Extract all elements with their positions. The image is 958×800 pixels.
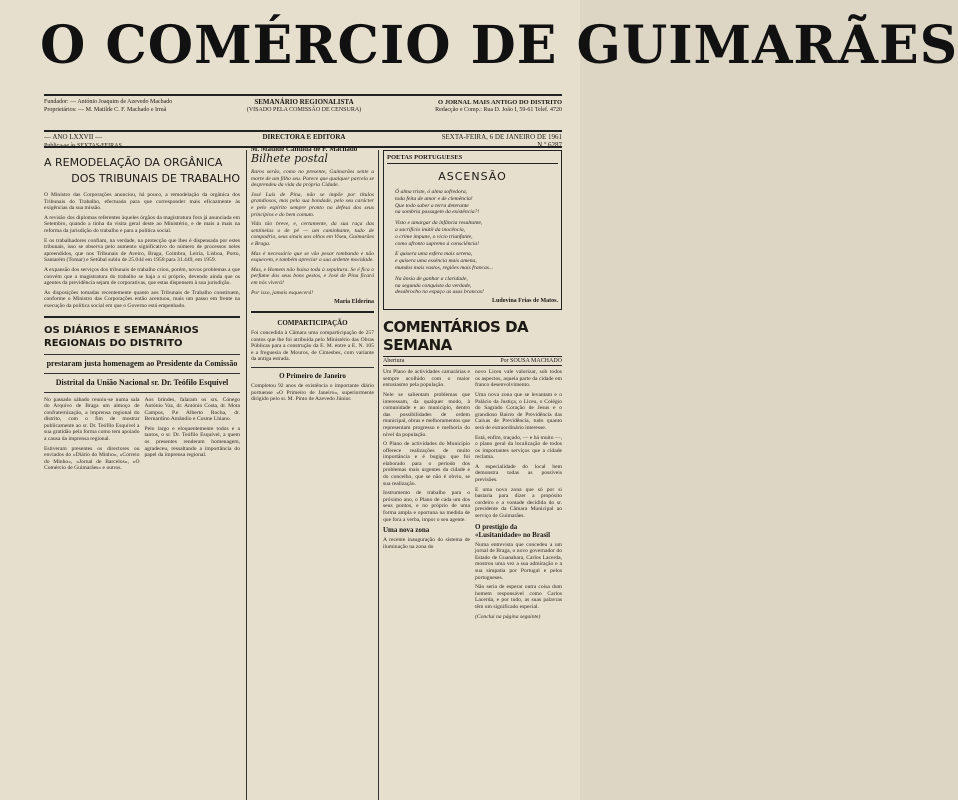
article-paragraph: No passado sábado reuniu-se numa sala do Arquivo de Braga um almoço de confraternização, a imprensa regional do distrito, com o fim de mostrar publicamente ao sr. Dr. Teófilo Esquível a sua gratidão pela forma como tem apoiado a causa da imprensa regional. xyxy=(44,396,140,443)
subheading-lusitanidade: O prestígio da «Lusitanidade» no Brasil xyxy=(475,522,551,539)
article-paragraph: Aos brindes, falaram os srs. Cónego António Vaz, dr. António Costa, dr. Mota Campos, P.e Alberto Rocha, dr. Bernardino Amândio e Cosme Lhiano. xyxy=(144,396,240,423)
article-paragraph: Nele se salientam problemas que interessam, da qualquer modo, à comunidade e ao município, dentro das possibilidades de ordem municipal, obras e melhoramentos que representam progresso e melhoria do nível da população. xyxy=(383,391,470,438)
weekly-label: SEMANÁRIO REGIONALISTA xyxy=(254,98,354,106)
poem-line: na sombria passagem da existência?! xyxy=(395,209,480,216)
article-paragraph: novo Liceu vale valorizar, sob todos os aspectos, aquela parte da cidade em franco desenvolvimento. xyxy=(475,369,562,389)
header-bar xyxy=(44,94,562,132)
article-paragraph: As disposições tomadas recentemente quanto aos Tribunais de Trabalho constituem, conforme o Ministro das Corporações então acentuou, mais um passo em frente na execução da política social em que o Governo está empenhado. xyxy=(44,289,240,309)
article-paragraph: Instrumento de trabalho para o próximo ano, o Plano de cada um dos seus pontos, e no próprio de uma forma ampla e oportuna na medida de que fora a verba, impor o seu agente. xyxy=(383,490,470,523)
poem-box xyxy=(383,150,562,310)
issue-number: N.º 6287 xyxy=(537,141,562,149)
divider xyxy=(44,373,240,374)
oldest-paper-label: O JORNAL MAIS ANTIGO DO DISTRITO xyxy=(438,99,562,106)
article-paragraph: Mas, e Homem não baixa toda à sepultura. Se é fica o perfume dos seus bons gestos, e José de Pina ficará em nós viverá! xyxy=(251,266,374,286)
article-paragraph: Pelo largo e eloquentemente todos e a tantos, o sr. Dr. Teófilo Esquível, a quem os presentes renderam homenagem, agradeceu, ressaltando a importância do papel da imprensa regional. xyxy=(144,425,240,459)
year-label xyxy=(44,133,214,150)
censorship-label: (VISADO PELA COMISSÃO DE CENSURA) xyxy=(246,106,362,113)
poem-box-label: POETAS PORTUGUESES xyxy=(387,154,558,164)
header-right xyxy=(384,99,562,114)
poem-author: Ludovina Frias de Matos. xyxy=(491,298,558,305)
two-column-article xyxy=(44,397,240,476)
subheadline-2: Distrital da União Nacional sr. Dr. Teófilo Esquível xyxy=(55,377,229,387)
poem-verses xyxy=(395,189,558,296)
poem-line: como afronto supremo à consciência! xyxy=(395,240,480,247)
publication-day: Publica-se às SEXTAS-FEIRAS xyxy=(44,143,122,149)
date-line xyxy=(384,133,562,149)
poem-line: a sacrifício inútil da inocência, xyxy=(395,226,466,233)
comentarios-byline xyxy=(383,356,562,366)
poem-line: E quisera uma esfera mais serena, xyxy=(395,251,473,258)
poem-line: na segunda conquista da verdade, xyxy=(395,282,472,289)
section-label: Abertura xyxy=(383,358,405,365)
poem-title: ASCENSÃO xyxy=(438,170,507,183)
article-paragraph: A recente inauguração do sistema de iluminação na zona do xyxy=(383,537,470,550)
poem-line: Visto e amargar da infância resultante, xyxy=(395,220,483,227)
article-paragraph: Estiveram presentes os directores ou enviados do «Diário do Minho», «Correio do Minho», «Jornal de Barcelos», «O Comércio de Guimarães» e outros. xyxy=(44,445,140,472)
headline-remodelacao-1: A REMODELAÇÃO DA ORGÂNICA xyxy=(44,156,223,169)
author-signature: Maria Elderina xyxy=(334,299,374,306)
article-paragraph: Foi concedida à Câmara uma comparticipação de 257 contos que lhe foi atribuída pelo Ministério das Obras Públicas para a construção da E. M. entre a E. N. 105 e a freguesia de Mouros, de Cimesbes, com variante da antiga estrada. xyxy=(251,330,374,363)
section-divider xyxy=(44,316,240,318)
address-line: Redacção e Comp.: Rua D. João I, 59-61 Telef. 4720 xyxy=(435,106,562,113)
article-paragraph: Uma nova zona que se levantam e o Palácio da Justiça, o Liceu, o Colégio do Sagrado Coração de Jesus e o grandioso Bairro de Previdência das Caixas de Previdência, tudo quanto será de extraordinário interesse. xyxy=(475,391,562,431)
column-middle xyxy=(246,150,374,800)
comentarios-title: COMENTÁRIOS DA SEMANA xyxy=(383,318,529,355)
headline-diarios: OS DIÁRIOS E SEMANÁRIOS REGIONAIS DO DISTRITO xyxy=(44,324,199,349)
section-divider xyxy=(251,311,374,313)
poem-line: toda feita de amor e de clemência! xyxy=(395,195,473,202)
article-paragraph: Por isso, jamais esquecerá! xyxy=(251,289,314,296)
article-paragraph: A especialidade do local bem demonstra todas as possíveis previsões. xyxy=(475,463,562,484)
comparticipacao-title: COMPARTICIPAÇÃO xyxy=(277,319,348,328)
column-right xyxy=(378,150,562,800)
divider xyxy=(44,392,240,393)
article-paragraph: Numa entrevista que concedeu a um jornal de Braga, o novo governador do Estado de Guanabara, Carlos Lacerda, mostrou uma vez a sua admiração e a sua simpatia por Portugal e pelos portugueses. xyxy=(475,541,562,581)
article-paragraph: Não seria de esperar outra coisa dum homem responsável como Carlos Lacerda, e por tudo, as suas palavras têm um significado especial. xyxy=(475,584,562,610)
article-paragraph: José Luís de Pina, não se impõe por títulos grandiosos, mas pela sua bondade, pelo seu carácter e pelo espírito sempre pronto na defesa dos seus princípios e do bem comum. xyxy=(251,191,374,218)
article-paragraph: E uma nova zona que só por si bastaria para dizer a propósito cordeiro e a vontade decidida do sr. presidente da Câmara Municipal ao serviço de Guimarães. xyxy=(475,486,562,520)
article-paragraph: A expansão dos serviços dos tribunais de trabalho criou, porém, novos problemas a que convém que a magistratura do trabalho se haja a si próprio, devendo ainda que os agentes da previdência sejam de corporativas, que estas dispensem à sua jurisdição. xyxy=(44,266,240,287)
article-paragraph: Um Plano de actividades camarárias e sempre acolhido com o maior entusiasmo pela população. xyxy=(383,369,470,389)
director-name: M. Matilde Cândida de F. Machado xyxy=(250,145,358,153)
article-paragraph: Vida tão breve, e, certamente, da sua raça das sentinelas o de pé — um caminhante, tudo de compadrio, seus sinais aos olhos em Viseu, Guimarães e Braga. xyxy=(251,221,374,247)
article-paragraph: E os trabalhadores confiam, na verdade, na protecção que lhes é dispensada por estes tribunais, isso se observa pelo aumento significativo do número de processos neles apreendidos, que nos Tribunais de Aveiro, Braga, Coimbra, Leiria, Lisboa, Porto, Santarém (Tomar) e Setúbal subiu de 25.044 em 1958 para 31.449, em 1959. xyxy=(44,237,240,264)
subheadline-1: prestaram justa homenagem ao Presidente da Comissão xyxy=(46,358,238,368)
article-paragraph: O Ministro das Corporações anunciou, há pouco, a remodelação da orgânica dos Tribunais do Trabalho, efectuada para que corresponder mais eficazmente às exigências da sua missão. xyxy=(44,192,240,212)
divider xyxy=(44,354,240,355)
article-paragraph: Está, enfim, traçado, — e há muito —, o plano geral da localização de todos os importantes serviços que a cidade reclama. xyxy=(475,434,562,461)
masthead-title: O COMÉRCIO DE GUIMARÃES xyxy=(40,15,958,76)
divider xyxy=(251,367,374,368)
year-value: — ANO LXXVII — xyxy=(44,133,103,141)
article-paragraph: Mas é necessário que se vão pesar tombando e não esquecem, e também apreciar a sua ardente mocidade. xyxy=(251,250,374,264)
subheading-nova-zona: Uma nova zona xyxy=(383,526,430,535)
poem-line: Que todo saber a terra deterante xyxy=(395,202,469,209)
two-column-comments xyxy=(383,369,562,623)
poem-line: Ó alma triste, ó alma sofredora, xyxy=(395,189,468,195)
article-paragraph: Completou 92 anos de existência o importante diário portuense «O Primeiro de Janeiro», superiormente dirigido pelo sr. M. Pinto de Azevedo Júnior. xyxy=(251,383,374,403)
continuation-note: (Conclui na página seguinte) xyxy=(475,613,541,620)
headline-remodelacao-2: DOS TRIBUNAIS DE TRABALHO xyxy=(71,172,240,185)
author-byline: Por SOUSA MACHADO xyxy=(500,358,562,365)
poem-line: Na ânsia de ganhar a claridade, xyxy=(395,275,468,282)
column-left xyxy=(44,150,240,800)
issue-date: SEXTA-FEIRA, 6 DE JANEIRO DE 1961 xyxy=(441,133,562,141)
founder-line: Fundador: — António Joaquim de Azevedo Machado xyxy=(44,99,173,105)
poem-line: desabrocho no espaço as asas brancas! xyxy=(395,289,484,296)
primeiro-janeiro-title: O Primeiro de Janeiro xyxy=(279,372,346,381)
article-paragraph: Raros serão, como no presente, Guimarães sente a morte de um filho seu. Parece que qualquer parcela se desprendeu da vida da própria Cidade. xyxy=(251,169,374,189)
poem-line: mundos mais vastos, regiões mais francas... xyxy=(395,264,494,271)
bilhete-postal-title: Bilhete postal xyxy=(251,152,328,165)
director-label: DIRECTORA E EDITORA xyxy=(262,133,346,141)
header-left xyxy=(44,99,214,114)
article-paragraph: O Plano de actividades do Município offerece realizações de muito importância e é bugigu que foi elaborado para o período dos problemas mais urgentes da cidade e do concelho, que se não é obvio, se sua realização. xyxy=(383,441,470,487)
owners-line: Proprietários: — M. Matilde C. F. Machado e Irmã xyxy=(44,106,167,113)
poem-line: o crime impune, o vício triunfante, xyxy=(395,233,473,240)
header-middle xyxy=(229,99,379,114)
poem-line: e quisera uma essência mais amena, xyxy=(395,258,477,265)
article-paragraph: A revisão dos diplomas referentes àqueles órgãos da magistratura fora já anunciada em Setembro, quando a tinha da visita geral deste ao Ministério, e de mais a mais na reforma da jurisdição do trabalho e para a política social. xyxy=(44,214,240,234)
